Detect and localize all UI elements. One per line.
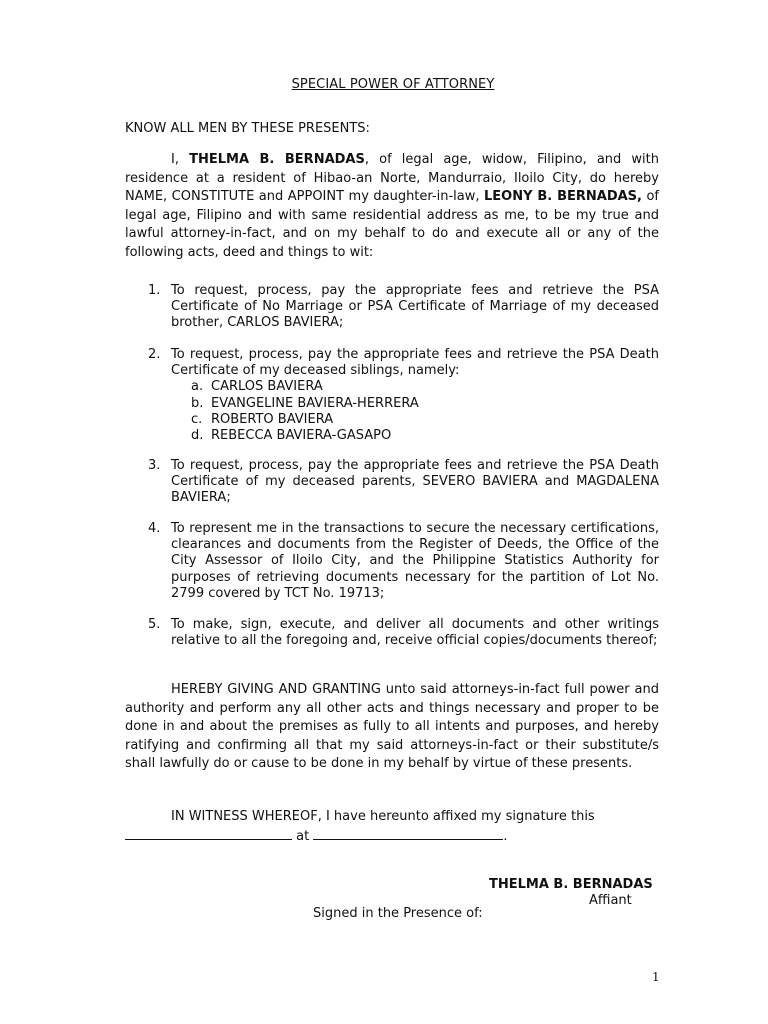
item-number: 2.	[148, 347, 161, 362]
sub-list-item: d. REBECCA BAVIERA-GASAPO	[191, 428, 392, 444]
item-number: 1.	[148, 283, 161, 298]
list-item	[148, 458, 659, 507]
witness-paragraph	[125, 808, 659, 846]
signer-name: THELMA B. BERNADAS	[489, 877, 653, 892]
item-text: To request, process, pay the appropriate fees and retrieve the PSA Death Certificate of my deceased siblings, namely:	[171, 347, 659, 379]
list-item	[148, 617, 659, 649]
place-blank[interactable]	[313, 827, 503, 840]
siblings-list	[191, 379, 659, 444]
witness-text: IN WITNESS WHEREOF, I have hereunto affixed my signature this	[171, 809, 595, 824]
item-text: To request, process, pay the appropriate fees and retrieve the PSA Death Certificate of my deceased parents, SEVERO BAVIERA and MAGDALENA BAVIERA;	[171, 458, 659, 506]
item-text: To make, sign, execute, and deliver all documents and other writings relative to all the foregoing and, receive official copies/documents thereof;	[171, 617, 659, 649]
witness-end: .	[503, 828, 508, 844]
intro-text-3: of legal age, Filipino and with same residential address as me, to be my true and lawful attorney-in-fact, and on my behalf to do and execute all or any of the following acts, deed and things to wit:	[125, 189, 659, 260]
item-text: To represent me in the transactions to secure the necessary certifications, clearances and documents from the Register of Deeds, the Office of the City Assessor of Iloilo City, and the Philippine Statistics Authority for purposes of retrieving documents necessary for the partition of Lot No. 2799 covered by TCT No. 19713;	[171, 521, 659, 601]
page-number: 1	[652, 970, 660, 984]
intro-text-2: , of legal age, widow, Filipino, and with residence at a resident of Hibao-an Norte, Mandurraio, Iloilo City, do hereby NAME, CONSTITUTE and APPOINT my daughter-in-law,	[125, 152, 660, 205]
sub-list-item: c. ROBERTO BAVIERA	[191, 411, 334, 427]
list-item	[148, 347, 659, 444]
item-number: 4.	[148, 521, 161, 536]
document-title: SPECIAL POWER OF ATTORNEY	[291, 77, 495, 92]
list-item	[148, 283, 659, 332]
affiant-label: Affiant	[589, 893, 632, 908]
greeting: KNOW ALL MEN BY THESE PRESENTS:	[125, 121, 370, 136]
attorney-name: LEONY B. BERNADAS,	[483, 189, 642, 205]
list-item	[148, 521, 659, 602]
item-number: 5.	[148, 617, 161, 632]
date-blank[interactable]	[125, 827, 292, 840]
sub-list-item: a. CARLOS BAVIERA	[191, 379, 323, 395]
item-text: To request, process, pay the appropriate fees and retrieve the PSA Certificate of No Marriage or PSA Certificate of Marriage of my deceased brother, CARLOS BAVIERA;	[171, 283, 659, 331]
sub-list-item: b. EVANGELINE BAVIERA-HERRERA	[191, 395, 419, 411]
witness-at: at	[292, 828, 314, 844]
granting-paragraph	[125, 681, 659, 774]
intro-paragraph	[125, 151, 659, 263]
intro-text-1: I,	[171, 152, 190, 167]
principal-name: THELMA B. BERNADAS	[189, 152, 365, 167]
presence-label: Signed in the Presence of:	[313, 906, 483, 921]
granting-text: HEREBY GIVING AND GRANTING unto said attorneys-in-fact full power and authority and perform any all other acts and things necessary and proper to be done in and about the premises as fully to all intents and purposes, and hereby ratifying and confirming all that my said attorneys-in-fact or their substitute/s shall lawfully do or cause to be done in my behalf by virtue of these presents.	[125, 682, 659, 772]
item-number: 3.	[148, 458, 161, 473]
